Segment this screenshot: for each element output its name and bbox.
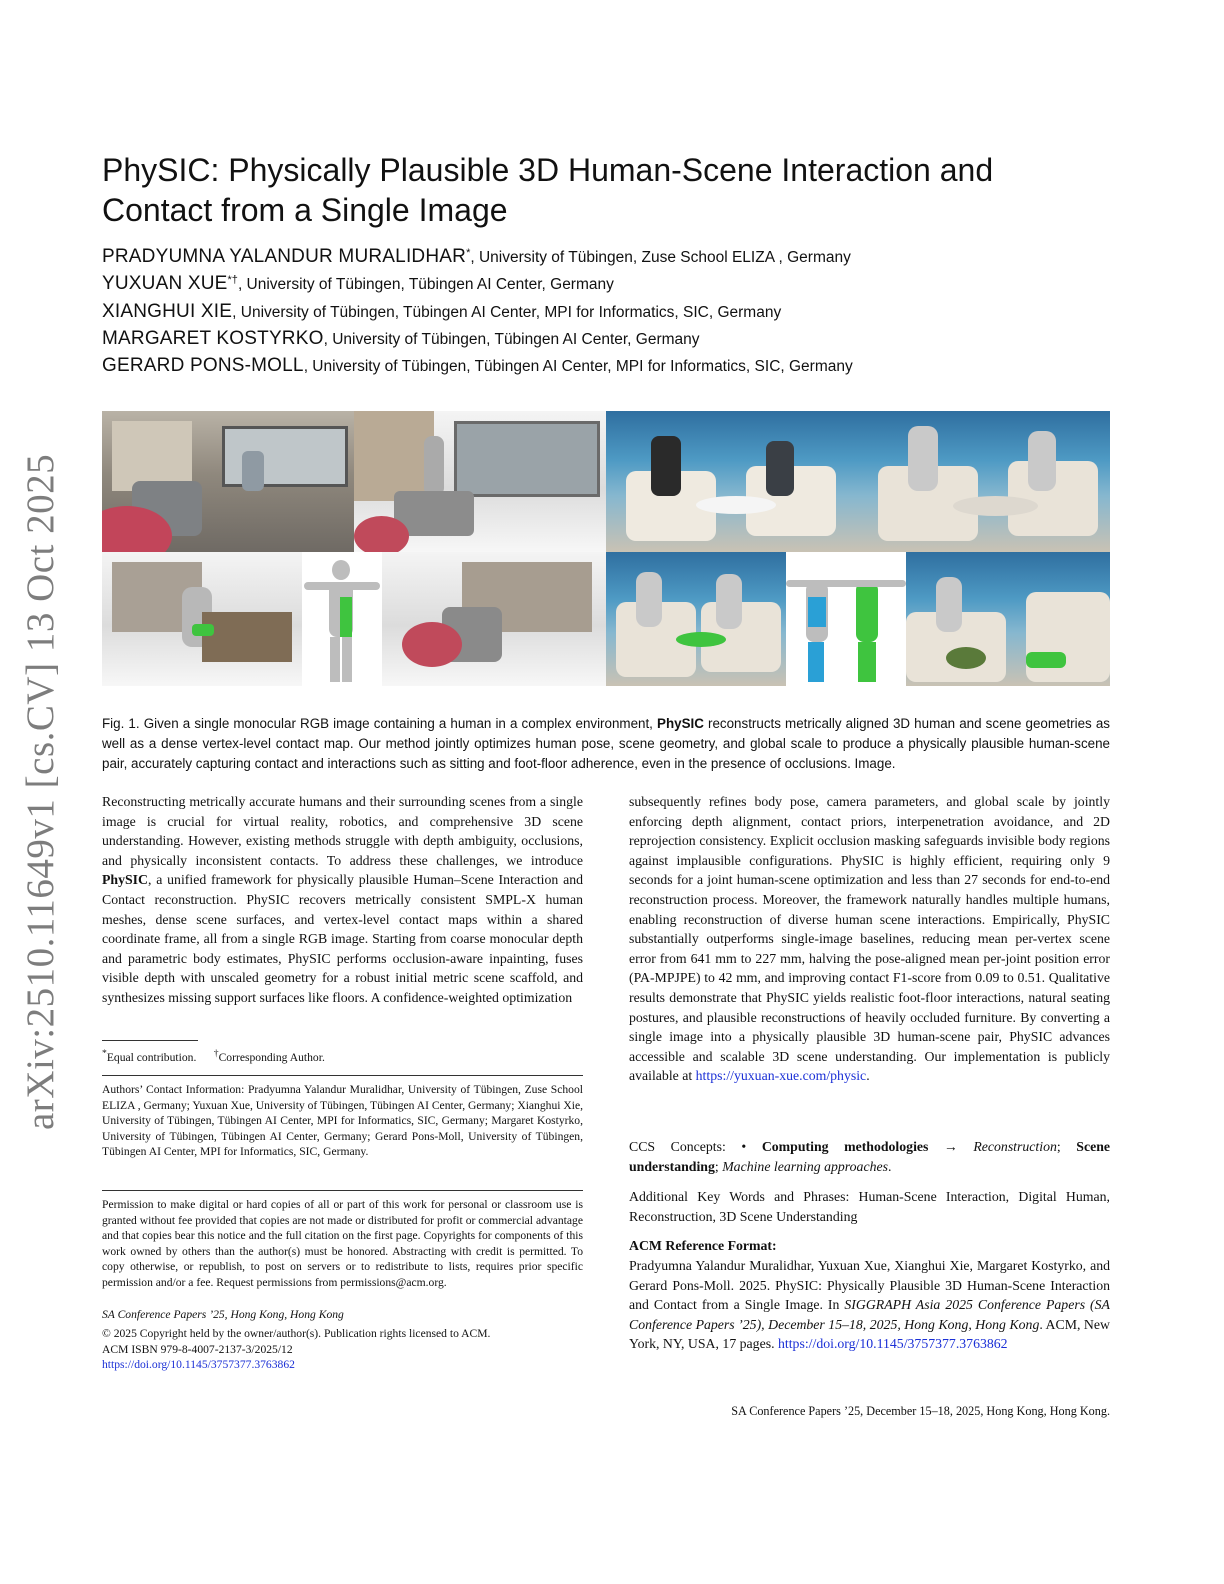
author-name: MARGARET KOSTYRKO <box>102 328 324 349</box>
acm-ref-venue: SIGGRAPH Asia 2025 Conference Papers (SA Conference Papers ’25), December 15–18, 2025, Hong Kong, Hong Kong <box>629 1297 1110 1332</box>
paper-title: PhySIC: Physically Plausible 3D Human-Scene Interaction and Contact from a Single Image <box>102 152 994 228</box>
venue-line: SA Conference Papers ’25, Hong Kong, Hong Kong <box>102 1308 344 1321</box>
acm-ref-heading: ACM Reference Format: <box>629 1238 777 1253</box>
abstract-end: . <box>866 1068 870 1084</box>
isbn-line: ACM ISBN 979-8-4007-2137-3/2025/12 <box>102 1343 293 1356</box>
ccs-sep: ; <box>714 1158 723 1174</box>
office-photo <box>102 411 354 552</box>
doi-link[interactable]: https://doi.org/10.1145/3757377.3763862 <box>102 1358 295 1371</box>
footnote-rule <box>102 1040 198 1041</box>
author-name: PRADYUMNA YALANDUR MURALIDHAR <box>102 246 467 267</box>
project-link[interactable]: https://yuxuan-xue.com/physic <box>695 1068 867 1084</box>
abstract-bold: PhySIC <box>102 872 149 888</box>
ccs-end: . <box>887 1158 892 1174</box>
ccs-label: CCS Concepts: • <box>629 1139 762 1154</box>
permission-notice: Permission to make digital or hard copies of all or part of this work for personal or classroom use is granted without fee provided that copies are not made or distributed for profit or commercial advantage and that copies bear this notice and the full citation on the first page. Copyrights for components of this work owned by others than the author(s) must be honored. Abstracting with credit is permitted. To copy otherwise, or republish, to post on servers or to redistribute to lists, requires prior specific permission and/or a fee. Request permissions from permissions@acm.org. <box>102 1198 583 1289</box>
author-line-2 <box>102 273 614 295</box>
author-line-5 <box>102 355 853 377</box>
author-line-4 <box>102 328 700 350</box>
contact-info: Authors’ Contact Information: Pradyumna Yalandur Muralidhar, University of Tübingen, Zuse School ELIZA , Germany; Yuxuan Xue, University of Tübingen, Tübingen AI Center, Germany; Xianghui Xie, University of Tübingen, Tübingen AI Center, MPI for Informatics, SIC, Germany; Margaret Kostyrko, University of Tübingen, Tübingen AI Center, Germany; Gerard Pons-Moll, University of Tübingen, Tübingen AI Center, MPI for Informatics, SIC, Germany. <box>102 1083 584 1159</box>
ccs-concepts <box>629 1137 1110 1176</box>
abstract-text: , a unified framework for physically plausible Human–Scene Interaction and Contact reconstruction. PhySIC recovers metrically consistent SMPL-X human meshes, dense scene surfaces, and vertex-level contact maps within a shared coordinate frame, all from a single RGB image. Starting from coarse monocular depth and parametric body estimates, PhySIC performs occlusion-aware inpainting, fuses visible depth with unscaled geometry for a robust initial metric scene scaffold, and synthesizes missing support surfaces like floors. A confidence-weighted optimization <box>102 872 583 1005</box>
author-name: GERARD PONS-MOLL <box>102 355 304 376</box>
ccs-concept: Computing methodologies <box>761 1139 929 1154</box>
caption-text-rest: reconstructs metrically aligned 3D human and scene geometries as well as a dense vertex-level contact map. Our method jointly optimizes human pose, scene geometry, and global scale to produce a physically plausible human-scene pair, accurately capturing contact and interactions such as sitting and foot-floor adherence, even in the presence of occlusions. Image. <box>102 716 1110 771</box>
acm-ref-text: . ACM, New York, NY, USA, 17 pages. <box>629 1316 1110 1352</box>
keywords: Additional Key Words and Phrases: Human-Scene Interaction, Digital Human, Reconstruction, 3D Scene Understanding <box>629 1189 1110 1224</box>
author-name: YUXUAN XUE <box>102 273 228 294</box>
running-footer: SA Conference Papers ’25, December 15–18, 2025, Hong Kong, Hong Kong. <box>731 1404 1110 1418</box>
author-line-3 <box>102 301 781 323</box>
teaser-figure <box>102 411 1110 686</box>
contact-bodies-2 <box>786 552 906 686</box>
author-line-1 <box>102 246 851 268</box>
office-view-1 <box>102 552 302 686</box>
caption-bold: PhySIC <box>657 716 704 731</box>
contact-body-1 <box>302 552 382 686</box>
contact-rule <box>102 1075 583 1076</box>
acm-ref-text: Pradyumna Yalandur Muralidhar, Yuxuan Xue, Xianghui Xie, Margaret Kostyrko, and Gerard Pons-Moll. 2025. PhySIC: Physically Plausible 3D Human-Scene Interaction and Contact from a Single Image. In <box>629 1258 1110 1313</box>
copyright-line: © 2025 Copyright held by the owner/author(s). Publication rights licensed to ACM. <box>102 1327 491 1340</box>
permission-rule <box>102 1190 583 1191</box>
talkshow-view-2 <box>906 552 1110 686</box>
abstract-left <box>102 792 583 1008</box>
abstract-text: subsequently refines body pose, camera parameters, and global scale by jointly enforcing depth alignment, contact priors, interpenetration avoidance, and 2D reprojection consistency. Explicit occlusion masking safeguards invisible body regions against implausible configurations. PhySIC is highly efficient, requiring only 9 seconds for a joint human-scene optimization and less than 27 seconds for end-to-end reconstruction process. Moreover, the framework naturally handles multiple humans, enabling reconstruction of diverse human scene interactions. Empirically, PhySIC substantially outperforms single-image baselines, reducing mean per-vertex scene error from 641 mm to 227 mm, halving the pose-aligned mean per-joint position error (PA-MPJPE) to 42 mm, and improving contact F1-score from 0.09 to 0.51. Qualitative results demonstrate that PhySIC yields realistic foot-floor interactions, natural seating postures, and plausible reconstructions of heavily occluded furniture. By converting a single image into a physically plausible 3D human-scene pair, PhySIC advances accessible and scalable 3D scene understanding. Our implementation is publicly available at <box>629 794 1110 1084</box>
author-affiliation: , University of Tübingen, Tübingen AI Center, MPI for Informatics, SIC, Germany <box>232 304 782 321</box>
footnote-equal: Equal contribution. <box>106 1050 197 1064</box>
author-mark: * <box>466 246 471 259</box>
ccs-concept: Scene understanding <box>629 1139 1110 1174</box>
footnote: *Equal contribution. †Corresponding Author. <box>102 1048 325 1064</box>
caption-text: Fig. 1. Given a single monocular RGB image containing a human in a complex environment, <box>102 716 658 731</box>
author-name: XIANGHUI XIE <box>102 301 233 322</box>
arxiv-side-stamp: arXiv:2510.11649v1 [cs.CV] 13 Oct 2025 <box>19 453 62 1130</box>
figure-caption <box>102 714 1110 774</box>
abstract-right <box>629 792 1110 1086</box>
author-affiliation: , University of Tübingen, Tübingen AI Center, Germany <box>237 276 614 293</box>
author-affiliation: , University of Tübingen, Tübingen AI Center, Germany <box>323 331 700 348</box>
ccs-concept: Machine learning approaches <box>722 1158 888 1174</box>
footnote-corresponding: Corresponding Author. <box>218 1050 325 1064</box>
talkshow-view-1 <box>606 552 786 686</box>
acm-ref-doi-link[interactable]: https://doi.org/10.1145/3757377.3763862 <box>777 1336 1008 1352</box>
author-affiliation: , University of Tübingen, Zuse School ELIZA , Germany <box>470 249 851 266</box>
talkshow-photo <box>606 411 858 552</box>
ccs-sep: ; <box>1056 1139 1077 1154</box>
talkshow-reconstruction <box>858 411 1110 552</box>
acm-reference <box>629 1256 1110 1354</box>
ccs-concept: Reconstruction <box>973 1139 1057 1154</box>
abstract-text: Reconstructing metrically accurate humans and their surrounding scenes from a single image is crucial for virtual reality, robotics, and comprehensive 3D scene understanding. However, existing methods struggle with depth ambiguity, occlusions, and physically inconsistent contacts. To address these challenges, we introduce <box>102 794 583 868</box>
office-reconstruction <box>354 411 606 552</box>
office-view-2 <box>382 552 606 686</box>
author-affiliation: , University of Tübingen, Tübingen AI Center, MPI for Informatics, SIC, Germany <box>303 358 853 375</box>
author-mark: *† <box>227 273 238 286</box>
ccs-arrow: → <box>928 1139 974 1154</box>
